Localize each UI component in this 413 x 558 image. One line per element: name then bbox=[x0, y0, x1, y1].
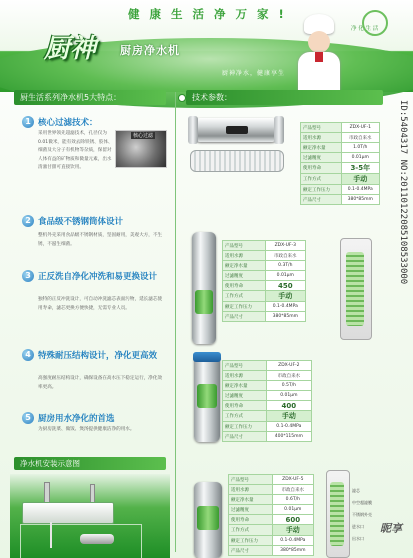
spec-table-3 bbox=[222, 360, 312, 442]
purifier-tap-icon bbox=[90, 484, 95, 504]
spec-value: 0.3T/h bbox=[265, 261, 305, 271]
feature-title-2: 食品级不锈钢筒体设计 bbox=[38, 217, 124, 227]
spec-value: 市政自来水 bbox=[341, 133, 379, 143]
watermark: 昵享 bbox=[380, 522, 402, 535]
spec-value: 0.1-0.4MPa bbox=[265, 302, 305, 312]
micrograph-label: 核心过滤 bbox=[133, 133, 154, 139]
spec-key: 适用水源 bbox=[223, 371, 267, 381]
feature-body-5: 为厨房洗菜、做饭、煲汤提供健康洁净的用水。 bbox=[38, 427, 135, 432]
diagram-label-4: 进水口 bbox=[352, 524, 364, 529]
chef-face bbox=[308, 31, 330, 53]
spec-value: ZDX-UF-1 bbox=[341, 123, 379, 133]
spec-key: 使用寿命 bbox=[301, 163, 342, 174]
spec-key: 额定工作压力 bbox=[301, 185, 342, 195]
brand-subtitle: 厨房净水机 bbox=[120, 44, 180, 57]
installed-filter-illustration bbox=[80, 534, 114, 544]
spec-value: 380*85mm bbox=[272, 546, 313, 556]
vertical-filter-image-2 bbox=[194, 354, 220, 442]
feature-number-1: 1 bbox=[22, 116, 34, 128]
horizontal-filter-image bbox=[190, 118, 282, 142]
chef-illustration bbox=[290, 14, 348, 90]
spec-value: 3-5年 bbox=[341, 163, 379, 174]
spec-value: 0.01μm bbox=[266, 391, 311, 401]
spec-key: 使用寿命 bbox=[223, 281, 266, 291]
diagram-label-3: 不锈钢外壳 bbox=[352, 512, 372, 517]
spec-key: 额定净水量 bbox=[301, 143, 342, 153]
column-divider bbox=[175, 92, 176, 552]
spec-key: 过滤精度 bbox=[223, 391, 267, 401]
feature-number-5: 5 bbox=[22, 412, 34, 424]
sink-illustration bbox=[22, 502, 114, 524]
header bbox=[0, 0, 413, 92]
spec-key: 产品尺寸 bbox=[223, 312, 266, 322]
spec-value: 1.0T/h bbox=[341, 143, 379, 153]
image-id-strip: ID:5404317 NO:20110122085108533000 bbox=[398, 100, 408, 285]
spec-value: 手动 bbox=[341, 174, 379, 185]
spec-key: 过滤精度 bbox=[301, 153, 342, 163]
spec-key: 适用水源 bbox=[301, 133, 342, 143]
tagline: 厨神净水，健康享生 bbox=[222, 70, 286, 77]
spec-value: 0.01μm bbox=[265, 271, 305, 281]
spec-value: 380*85mm bbox=[265, 312, 305, 322]
spec-key: 使用寿命 bbox=[229, 515, 273, 525]
spec-value: 市政自来水 bbox=[266, 371, 311, 381]
feature-body-3: 独特的正反冲洗设计，可自动冲洗滤芯表面污物，延长滤芯使用寿命，滤芯更换方便快捷，无需专业人员。 bbox=[38, 297, 163, 311]
spec-value: 手动 bbox=[272, 525, 313, 536]
spec-value: 0.6T/h bbox=[272, 495, 313, 505]
spec-key: 过滤精度 bbox=[229, 505, 273, 515]
spec-key: 产品型号 bbox=[223, 361, 267, 371]
spec-value: 0.1-0.4MPa bbox=[272, 536, 313, 546]
install-diagram bbox=[10, 474, 170, 558]
spec-key: 工作方式 bbox=[301, 174, 342, 185]
spec-key: 工作方式 bbox=[223, 411, 267, 422]
feature-body-1: 采用世界领先超滤技术，孔径仅为0.01微米，能有效去除铁锈、胶体、细菌及大分子有机物等杂质，保留对人体有益的矿物质和微量元素，出水清澈甘甜可直接饮用。 bbox=[38, 131, 113, 170]
chef-tie bbox=[315, 52, 323, 62]
spec-key: 产品型号 bbox=[229, 475, 273, 485]
spec-key: 工作方式 bbox=[223, 291, 266, 302]
bullet-dot-icon bbox=[178, 94, 186, 102]
spec-key: 额定净水量 bbox=[223, 381, 267, 391]
spec-key: 产品型号 bbox=[223, 241, 266, 251]
spec-key: 工作方式 bbox=[229, 525, 273, 536]
spec-value: ZDX-UF-2 bbox=[266, 361, 311, 371]
feature-number-4: 4 bbox=[22, 349, 34, 361]
vertical-filter-image-3 bbox=[194, 482, 222, 558]
spec-key: 产品尺寸 bbox=[223, 432, 267, 442]
spec-value: 400*115mm bbox=[266, 432, 311, 442]
spec-value: 0.1-0.4MPa bbox=[266, 422, 311, 432]
spec-key: 额定净水量 bbox=[223, 261, 266, 271]
diagram-label-1: 滤芯 bbox=[352, 488, 360, 493]
pipe-illustration bbox=[50, 522, 52, 548]
horizontal-cartridge-image bbox=[190, 150, 284, 172]
feature-body-2: 整机外壳采用食品级不锈钢材质，坚固耐用，美观大方，不生锈，不滋生细菌。 bbox=[38, 233, 163, 247]
spec-table-4 bbox=[228, 474, 314, 556]
diagram-label-2: 中空超滤膜 bbox=[352, 500, 372, 505]
spec-value: 市政自来水 bbox=[272, 485, 313, 495]
feature-number-2: 2 bbox=[22, 215, 34, 227]
blue-cap-image bbox=[193, 352, 221, 362]
spec-value: ZDX-UF-5 bbox=[272, 475, 313, 485]
spec-key: 适用水源 bbox=[229, 485, 273, 495]
install-diagram-heading: 净水机安装示意图 bbox=[14, 457, 166, 470]
spec-value: 0.01μm bbox=[341, 153, 379, 163]
slogan: 健 康 生 活 净 万 家 ! bbox=[128, 7, 287, 21]
spec-value: 400 bbox=[266, 401, 311, 411]
vertical-filter-image-1 bbox=[192, 232, 216, 344]
feature-number-3: 3 bbox=[22, 270, 34, 282]
feature-title-4: 特殊耐压结构设计，净化更高效 bbox=[38, 351, 158, 361]
brand-logo: 厨神 bbox=[44, 34, 97, 64]
spec-value: 0.1-0.4MPa bbox=[341, 185, 379, 195]
spec-table-1 bbox=[300, 122, 380, 205]
feature-title-5: 厨房用水净化的首选 bbox=[38, 414, 115, 424]
spec-key: 产品尺寸 bbox=[229, 546, 273, 556]
corner-logo-text: 净 化 生 活 bbox=[351, 26, 379, 32]
feature-body-4: 高强度耐压结构设计，确保设备在高水压下稳定运行，净化效率更高。 bbox=[38, 376, 163, 390]
cartridge-core-image bbox=[346, 252, 364, 326]
spec-table-2 bbox=[222, 240, 306, 322]
spec-value: 0.01μm bbox=[272, 505, 313, 515]
spec-value: 450 bbox=[265, 281, 305, 291]
spec-value: 380*85mm bbox=[341, 195, 379, 205]
spec-key: 额定工作压力 bbox=[223, 422, 267, 432]
spec-key: 适用水源 bbox=[223, 251, 266, 261]
feature-title-3: 正反洗自净化冲洗和易更换设计 bbox=[38, 272, 158, 282]
spec-value: ZDX-UF-3 bbox=[265, 241, 305, 251]
spec-key: 产品尺寸 bbox=[301, 195, 342, 205]
features-heading: 厨生活系列净水机5大特点： bbox=[14, 90, 166, 105]
spec-value: 手动 bbox=[266, 411, 311, 422]
spec-value: 0.5T/h bbox=[266, 381, 311, 391]
spec-key: 过滤精度 bbox=[223, 271, 266, 281]
cutaway-core-image bbox=[330, 482, 344, 546]
spec-key: 使用寿命 bbox=[223, 401, 267, 411]
spec-key: 额定净水量 bbox=[229, 495, 273, 505]
spec-key: 额定工作压力 bbox=[223, 302, 266, 312]
diagram-label-5: 出水口 bbox=[352, 536, 364, 541]
recycle-logo-icon bbox=[352, 8, 396, 38]
spec-value: 市政自来水 bbox=[265, 251, 305, 261]
spec-value: 手动 bbox=[265, 291, 305, 302]
spec-key: 额定工作压力 bbox=[229, 536, 273, 546]
spec-key: 产品型号 bbox=[301, 123, 342, 133]
specs-heading: 技术参数： bbox=[186, 90, 383, 105]
feature-title-1: 核心过滤技术： bbox=[38, 118, 98, 128]
spec-value: 600 bbox=[272, 515, 313, 525]
